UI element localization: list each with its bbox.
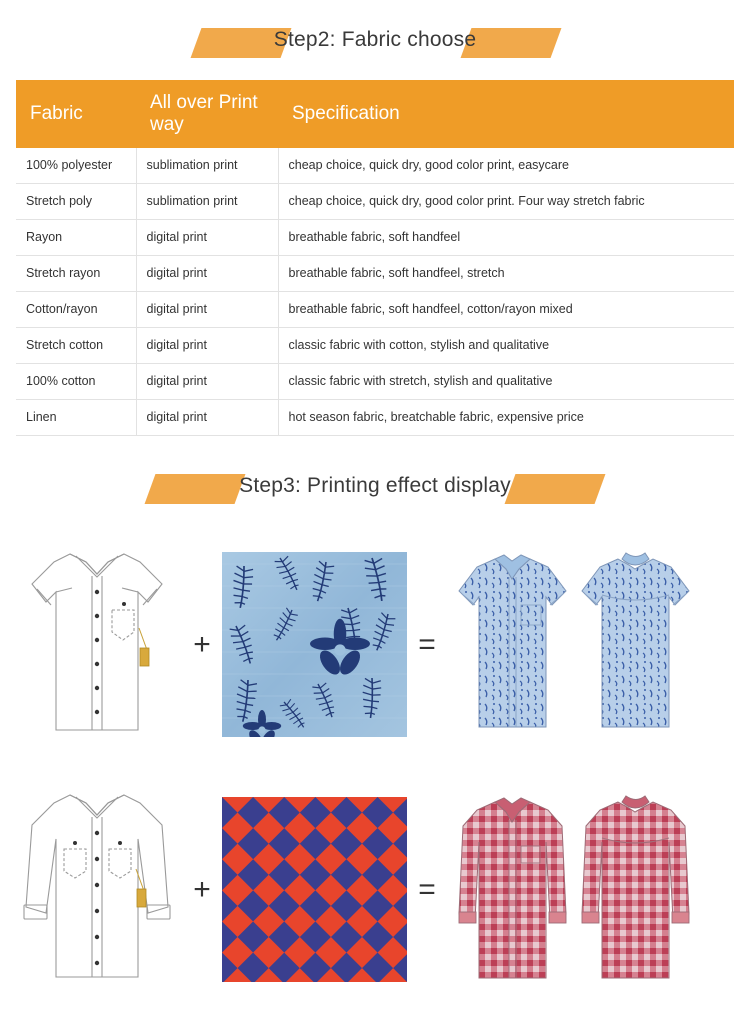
table-cell-specification: cheap choice, quick dry, good color print. Four way stretch fabric <box>278 184 734 220</box>
display-row <box>0 767 750 1012</box>
table-row <box>16 148 734 184</box>
table-cell-printway: sublimation print <box>136 148 278 184</box>
table-cell-specification: breathable fabric, soft handfeel, stretch <box>278 256 734 292</box>
equals-operator: = <box>418 872 436 906</box>
section-title-step3: Step3: Printing effect display <box>239 474 511 497</box>
display-row <box>0 522 750 767</box>
table-cell-fabric: Stretch cotton <box>16 328 136 364</box>
table-cell-printway: digital print <box>136 220 278 256</box>
table-cell-fabric: Rayon <box>16 220 136 256</box>
table-cell-printway: sublimation print <box>136 184 278 220</box>
fabric-table-wrapper <box>16 80 734 436</box>
table-cell-printway: digital print <box>136 364 278 400</box>
table-row <box>16 184 734 220</box>
table-row <box>16 256 734 292</box>
table-row <box>16 328 734 364</box>
shirt-sketch-long-sleeve-icon <box>12 777 182 1002</box>
table-cell-printway: digital print <box>136 292 278 328</box>
shirt-photo-front-blue <box>455 547 570 742</box>
table-cell-printway: digital print <box>136 328 278 364</box>
table-cell-printway: digital print <box>136 400 278 436</box>
banner-ribbon-right <box>505 474 606 504</box>
section-banner-step3 <box>0 460 750 512</box>
section-banner-step2 <box>0 14 750 66</box>
table-cell-specification: breathable fabric, soft handfeel, cotton/rayon mixed <box>278 292 734 328</box>
fabric-swatch-diagonal-check <box>222 797 407 982</box>
table-cell-printway: digital print <box>136 256 278 292</box>
fabric-table-header-cell: Fabric <box>16 80 136 148</box>
fabric-table <box>16 80 734 436</box>
section-title-step2: Step2: Fabric choose <box>273 28 477 51</box>
table-cell-fabric: 100% cotton <box>16 364 136 400</box>
banner-ribbon-left <box>145 474 246 504</box>
printing-effect-display <box>0 522 750 1012</box>
table-cell-fabric: Linen <box>16 400 136 436</box>
fabric-swatch-leaf-print <box>222 552 407 737</box>
shirt-photo-back-blue <box>578 547 693 742</box>
table-cell-specification: cheap choice, quick dry, good color print, easycare <box>278 148 734 184</box>
table-cell-fabric: 100% polyester <box>16 148 136 184</box>
table-cell-specification: hot season fabric, breatchable fabric, expensive price <box>278 400 734 436</box>
fabric-table-header-cell: All over Print way <box>136 80 278 148</box>
table-cell-specification: classic fabric with stretch, stylish and qualitative <box>278 364 734 400</box>
table-row <box>16 220 734 256</box>
fabric-table-header-row <box>16 80 734 148</box>
table-row <box>16 292 734 328</box>
table-cell-fabric: Stretch rayon <box>16 256 136 292</box>
table-cell-fabric: Stretch poly <box>16 184 136 220</box>
plus-operator: + <box>193 627 211 661</box>
table-cell-specification: classic fabric with cotton, stylish and qualitative <box>278 328 734 364</box>
fabric-table-header-cell: Specification <box>278 80 734 148</box>
shirt-photo-front-red-check <box>455 792 570 987</box>
table-row <box>16 364 734 400</box>
table-row <box>16 400 734 436</box>
shirt-photo-back-red-check <box>578 792 693 987</box>
equals-operator: = <box>418 627 436 661</box>
shirt-sketch-short-sleeve-icon <box>12 532 182 757</box>
table-cell-fabric: Cotton/rayon <box>16 292 136 328</box>
plus-operator: + <box>193 872 211 906</box>
table-cell-specification: breathable fabric, soft handfeel <box>278 220 734 256</box>
